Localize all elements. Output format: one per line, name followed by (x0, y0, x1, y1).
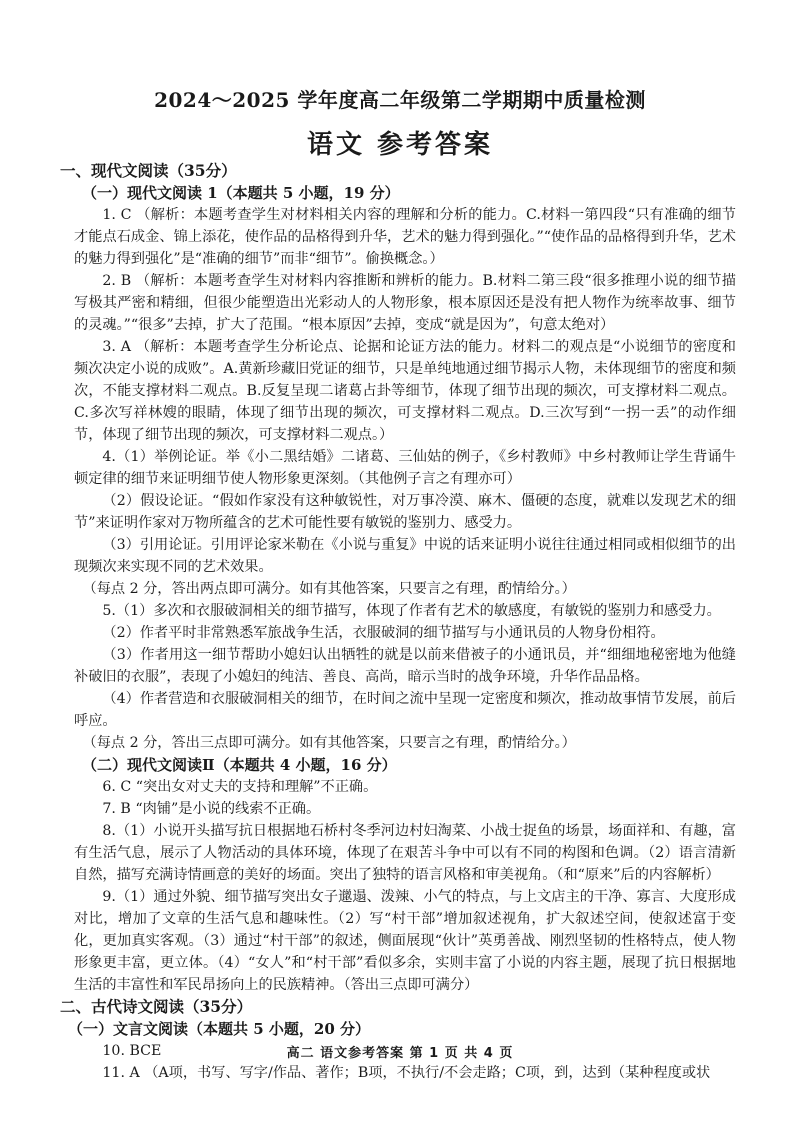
scoring-note-q5: （每点 2 分，答出三点即可满分。如有其他答案，只要言之有理，酌情给分。） (82, 735, 576, 751)
answer-q9: 9.（1）通过外貌、细节描写突出女子邋遢、泼辣、小气的特点，与上文店主的干净、寡言、大度形成对比，增加了文章的生活气息和趣味性。（2）写“村干部”增加叙述视角，扩大叙述空间，使叙述富于变化，更加真实客观。（3）通过“村干部”的叙述，侧面展现“伙计”英勇善战、刚烈坚韧的性格特点，使人物形象更丰富，更立体。（4）“女人”和“村干部”看似多余，实则丰富了小说的内容主题，展现了抗日根据地生活的丰富性和军民昂扬向上的民族精神。（答出三点即可满分） (74, 889, 736, 993)
scoring-note-q4: （每点 2 分，答出两点即可满分。如有其他答案，只要言之有理，酌情给分。） (82, 581, 576, 597)
answer-q1: 1. C （解析：本题考查学生对材料相关内容的理解和分析的能力。C.材料一第四段“只有准确的细节才能点石成金、锦上添花，使作品的品格得到升华，艺术的魅力得到强化。”“使作品的品格得到升华，艺术的魅力得到强化”是“准确的细节”而非“细节”。偷换概念。） (74, 207, 736, 267)
section-heading-classical-reading: 二、古代诗文阅读（35分） (60, 997, 253, 1016)
answer-q5-part2: （2）作者平时非常熟悉军旅战争生活，衣服破洞的细节描写与小通讯员的人物身份相符。 (102, 625, 665, 641)
answer-q11: 11. A （A项，书写、写字/作品、著作；B项，不执行/不会走路；C项，到，达到（某种程度或状 (102, 1065, 711, 1081)
answer-q4-part3: （3）引用论证。引用评论家米勒在《小说与重复》中说的话来证明小说往往通过相同或相似细节的出现频次来实现不同的艺术效果。 (74, 537, 736, 575)
answer-q4-part1: 4.（1）举例论证。举《小二黑结婚》二诸葛、三仙姑的例子，《乡村教师》中乡村教师让学生背诵牛顿定律的细节来证明细节使人物形象更深刻。（其他例子言之有理亦可） (74, 449, 736, 487)
page-footer: 高二 语文参考答案 第 1 页 共 4 页 (286, 1046, 514, 1061)
answer-q6: 6. C “突出女对丈夫的支持和理解”不正确。 (102, 779, 378, 795)
answer-q7: 7. B “肉铺”是小说的线索不正确。 (102, 801, 321, 817)
answer-q2: 2. B （解析：本题考查学生对材料内容推断和辨析的能力。B.材料二第三段“很多推理小说的细节描写极其严密和精细，但很少能塑造出光彩动人的人物形象，根本原因还是没有把人物作为统率故事、细节的灵魂。”“很多”去掉，扩大了范围。“根本原因”去掉，变成“就是因为”，句意太绝对） (74, 273, 736, 333)
section-heading-modern-reading: 一、现代文阅读（35分） (60, 161, 237, 180)
answer-q5-part3: （3）作者用这一细节帮助小媳妇认出牺牲的就是以前来借被子的小通讯员，并“细细地秘密地为他缝补破旧的衣服”，表现了小媳妇的纯洁、善良、高尚，暗示当时的战争环境，升华作品品格。 (74, 647, 736, 685)
answer-q5-part4: （4）作者营造和衣服破洞相关的细节，在时间之流中呈现一定密度和频次，推动故事情节发展，前后呼应。 (74, 691, 736, 729)
answer-q4-part2: （2）假设论证。“假如作家没有这种敏锐性，对万事冷漠、麻木、僵硬的态度，就难以发现艺术的细节”来证明作家对万物所蕴含的艺术可能性要有敏锐的鉴别力、感受力。 (74, 493, 736, 531)
exam-title: 2024～2025 学年度高二年级第二学期期中质量检测 (154, 88, 646, 112)
subsection-heading-modern-reading-1: （一）现代文阅读 1（本题共 5 小题，19 分） (82, 184, 400, 202)
answer-q10: 10. BCE (102, 1043, 162, 1059)
answer-q5-part1: 5.（1）多次和衣服破洞相关的细节描写，体现了作者有艺术的敏感度，有敏锐的鉴别力和感受力。 (102, 603, 721, 619)
answer-q3: 3. A （解析：本题考查学生分析论点、论据和论证方法的能力。材料二的观点是“小说细节的密度和频次决定小说的成败”。A.黄新珍藏旧党证的细节，只是单纯地通过细节揭示人物，未体现细节的密度和频次，不能支撑材料二观点。B.反复呈现二诸葛占卦等细节，体现了细节出现的频次，可支撑材料二观点。C.多次写祥林嫂的眼睛，体现了细节出现的频次，可支撑材料二观点。D.三次写到“一拐一丢”的动作细节，体现了细节出现的频次，可支撑材料二观点。） (74, 339, 736, 443)
document-subtitle: 语文 参考答案 (306, 130, 494, 160)
subsection-heading-classical-prose: （一）文言文阅读（本题共 5 小题，20 分） (68, 1020, 370, 1038)
answer-content (60, 160, 736, 1084)
subsection-heading-modern-reading-2: （二）现代文阅读Ⅱ（本题共 4 小题，16 分） (82, 756, 397, 774)
answer-q8: 8.（1）小说开头描写抗日根据地石桥村冬季河边村妇淘菜、小战士捉鱼的场景，场面祥和、有趣，富有生活气息，展示了人物活动的具体环境，体现了在艰苦斗争中可以有不同的构图和色调。（2）语言清新自然，描写充满诗情画意的美好的场面。突出了独特的语言风格和审美视角。（和“原来”后的内容解析） (74, 823, 736, 883)
